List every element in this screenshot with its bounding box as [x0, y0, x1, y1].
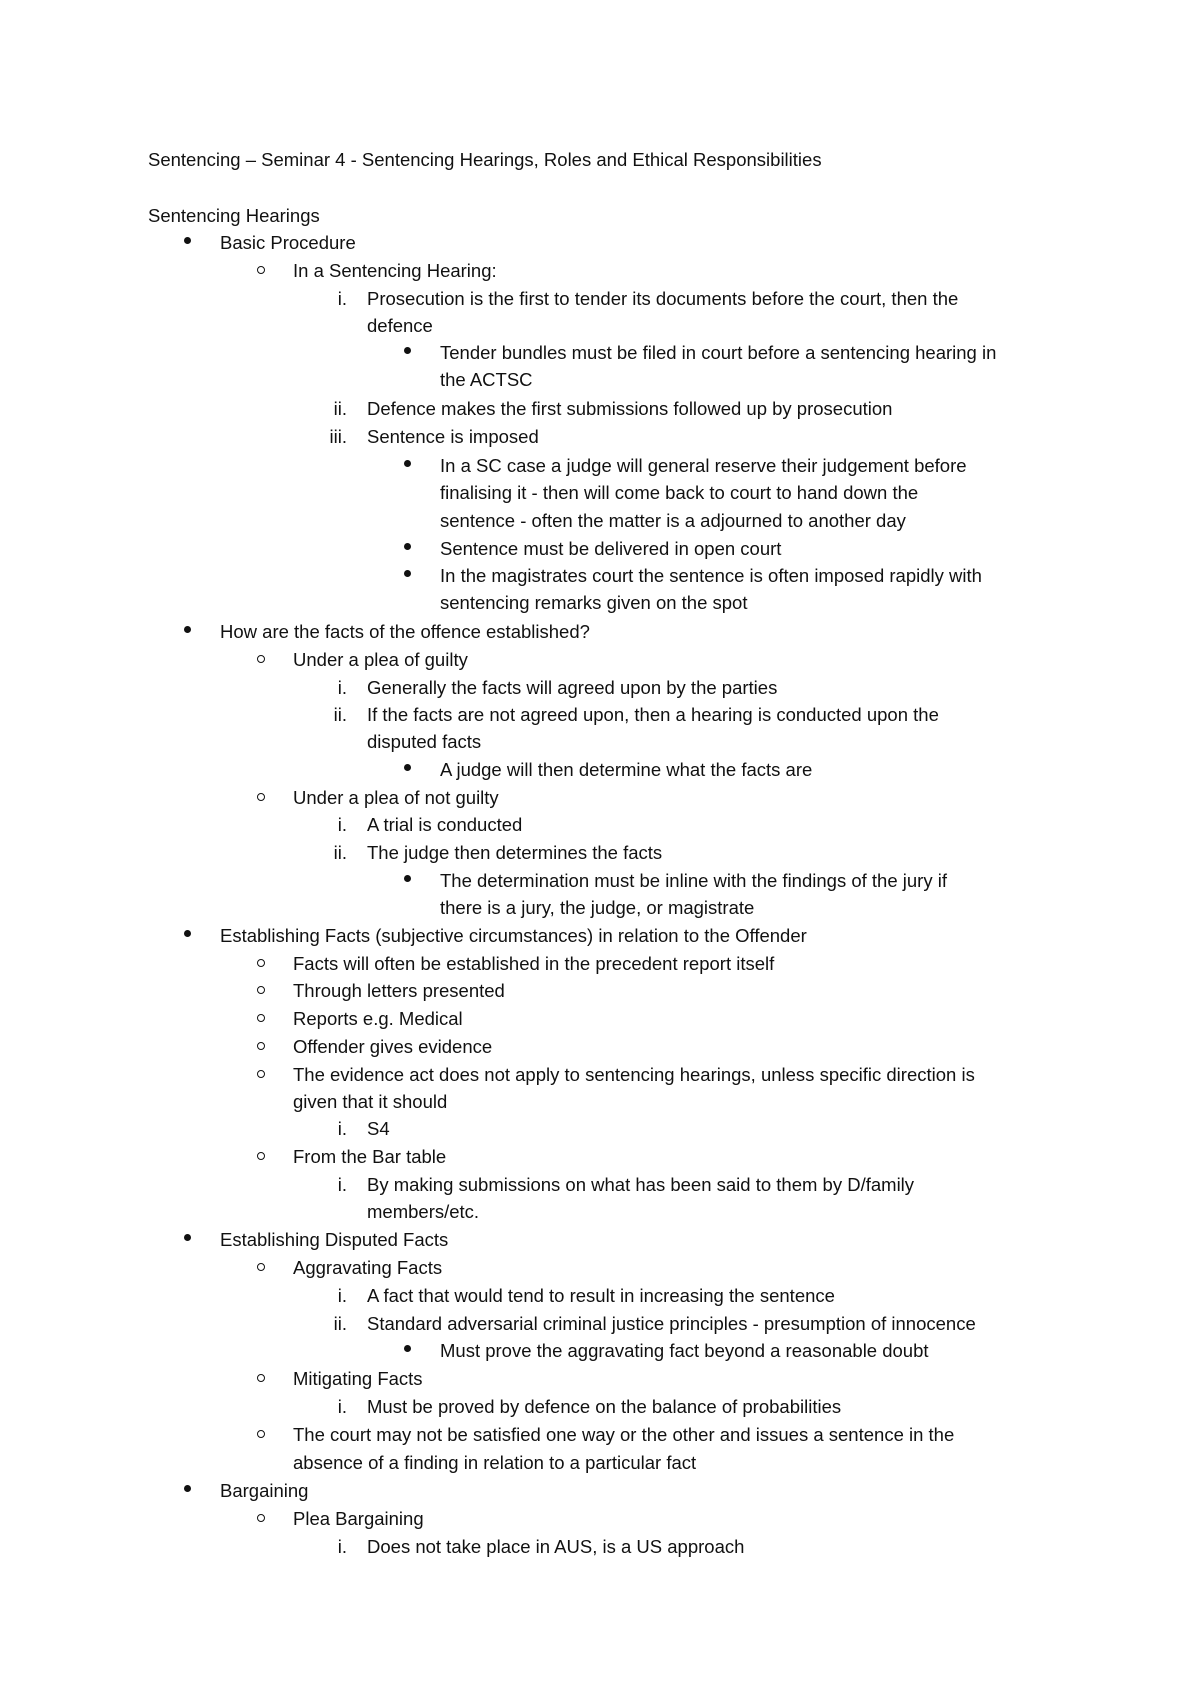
- list-item-text: members/etc.: [367, 1201, 480, 1222]
- hollow-bullet-icon: [257, 266, 265, 274]
- list-item-text: The judge then determines the facts: [367, 842, 663, 863]
- hollow-bullet-icon: [257, 959, 265, 967]
- list-number: iii.: [329, 426, 347, 447]
- list-item-text: A trial is conducted: [367, 814, 523, 835]
- list-item-text: S4: [367, 1118, 390, 1139]
- list-item-text: Sentence must be delivered in open court: [440, 538, 782, 559]
- hollow-bullet-icon: [257, 1374, 265, 1382]
- list-item-text: Must be proved by defence on the balance of probabilities: [367, 1396, 842, 1417]
- list-item-text: By making submissions on what has been said to them by D/family: [367, 1174, 915, 1195]
- bullet-icon: [404, 875, 411, 882]
- list-number: i.: [337, 677, 347, 698]
- hollow-bullet-icon: [257, 1514, 265, 1522]
- list-number: i.: [337, 288, 347, 309]
- list-item-text: there is a jury, the judge, or magistrate: [440, 897, 755, 918]
- list-item-text: defence: [367, 315, 433, 336]
- list-item-text: In the magistrates court the sentence is often imposed rapidly with: [440, 565, 982, 586]
- list-item-text: sentence - often the matter is a adjourned to another day: [440, 510, 906, 531]
- list-item-text: Basic Procedure: [220, 232, 356, 253]
- list-item-text: From the Bar table: [293, 1146, 447, 1167]
- bullet-icon: [184, 626, 191, 633]
- list-item-text: Generally the facts will agreed upon by the parties: [367, 677, 778, 698]
- list-item-text: finalising it - then will come back to court to hand down the: [440, 482, 919, 503]
- bullet-icon: [184, 930, 191, 937]
- hollow-bullet-icon: [257, 1430, 265, 1438]
- list-item-text: given that it should: [293, 1091, 448, 1112]
- list-item-text: The evidence act does not apply to sentencing hearings, unless specific direction is: [293, 1064, 975, 1085]
- hollow-bullet-icon: [257, 793, 265, 801]
- list-item-text: A judge will then determine what the facts are: [440, 759, 813, 780]
- list-number: ii.: [333, 704, 347, 725]
- hollow-bullet-icon: [257, 1263, 265, 1271]
- list-item-text: Does not take place in AUS, is a US approach: [367, 1536, 745, 1557]
- bullet-icon: [184, 1485, 191, 1492]
- list-item-text: The court may not be satisfied one way or the other and issues a sentence in the: [293, 1424, 955, 1445]
- list-item-text: Under a plea of not guilty: [293, 787, 499, 808]
- list-number: ii.: [333, 842, 347, 863]
- list-number: i.: [337, 1118, 347, 1139]
- list-number: i.: [337, 1536, 347, 1557]
- list-item-text: Mitigating Facts: [293, 1368, 423, 1389]
- list-item-text: Under a plea of guilty: [293, 649, 468, 670]
- bullet-icon: [404, 570, 411, 577]
- list-item-text: sentencing remarks given on the spot: [440, 592, 748, 613]
- list-item-text: Reports e.g. Medical: [293, 1008, 463, 1029]
- list-number: i.: [337, 814, 347, 835]
- list-item-text: disputed facts: [367, 731, 482, 752]
- bullet-icon: [184, 1234, 191, 1241]
- list-item-text: A fact that would tend to result in increasing the sentence: [367, 1285, 835, 1306]
- bullet-icon: [404, 543, 411, 550]
- list-item-text: Tender bundles must be filed in court before a sentencing hearing in: [440, 342, 997, 363]
- list-item-text: The determination must be inline with the findings of the jury if: [440, 870, 947, 891]
- list-number: i.: [337, 1285, 347, 1306]
- list-item-text: Establishing Disputed Facts: [220, 1229, 449, 1250]
- list-number: ii.: [333, 398, 347, 419]
- list-item-text: Bargaining: [220, 1480, 309, 1501]
- bullet-icon: [404, 764, 411, 771]
- list-item-text: Through letters presented: [293, 980, 505, 1001]
- list-item-text: How are the facts of the offence established?: [220, 621, 590, 642]
- list-item-text: Defence makes the first submissions followed up by prosecution: [367, 398, 893, 419]
- list-item-text: absence of a finding in relation to a particular fact: [293, 1452, 697, 1473]
- hollow-bullet-icon: [257, 1014, 265, 1022]
- list-item-text: the ACTSC: [440, 369, 533, 390]
- list-item-text: Prosecution is the first to tender its documents before the court, then the: [367, 288, 959, 309]
- section-heading: Sentencing Hearings: [148, 205, 320, 226]
- list-number: i.: [337, 1396, 347, 1417]
- list-item-text: Sentence is imposed: [367, 426, 539, 447]
- list-item-text: Aggravating Facts: [293, 1257, 443, 1278]
- list-number: i.: [337, 1174, 347, 1195]
- list-item-text: Facts will often be established in the precedent report itself: [293, 953, 775, 974]
- list-item-text: In a Sentencing Hearing:: [293, 260, 497, 281]
- list-item-text: Offender gives evidence: [293, 1036, 493, 1057]
- hollow-bullet-icon: [257, 1070, 265, 1078]
- hollow-bullet-icon: [257, 1042, 265, 1050]
- list-item-text: Plea Bargaining: [293, 1508, 424, 1529]
- bullet-icon: [184, 237, 191, 244]
- list-item-text: Standard adversarial criminal justice principles - presumption of innocence: [367, 1313, 976, 1334]
- list-number: ii.: [333, 1313, 347, 1334]
- list-item-text: Establishing Facts (subjective circumstances) in relation to the Offender: [220, 925, 807, 946]
- bullet-icon: [404, 460, 411, 467]
- list-item-text: In a SC case a judge will general reserve their judgement before: [440, 455, 967, 476]
- page-title: Sentencing – Seminar 4 - Sentencing Hearings, Roles and Ethical Responsibilities: [148, 149, 822, 170]
- hollow-bullet-icon: [257, 1152, 265, 1160]
- list-item-text: If the facts are not agreed upon, then a hearing is conducted upon the: [367, 704, 939, 725]
- bullet-icon: [404, 347, 411, 354]
- list-item-text: Must prove the aggravating fact beyond a reasonable doubt: [440, 1340, 929, 1361]
- hollow-bullet-icon: [257, 986, 265, 994]
- hollow-bullet-icon: [257, 655, 265, 663]
- bullet-icon: [404, 1345, 411, 1352]
